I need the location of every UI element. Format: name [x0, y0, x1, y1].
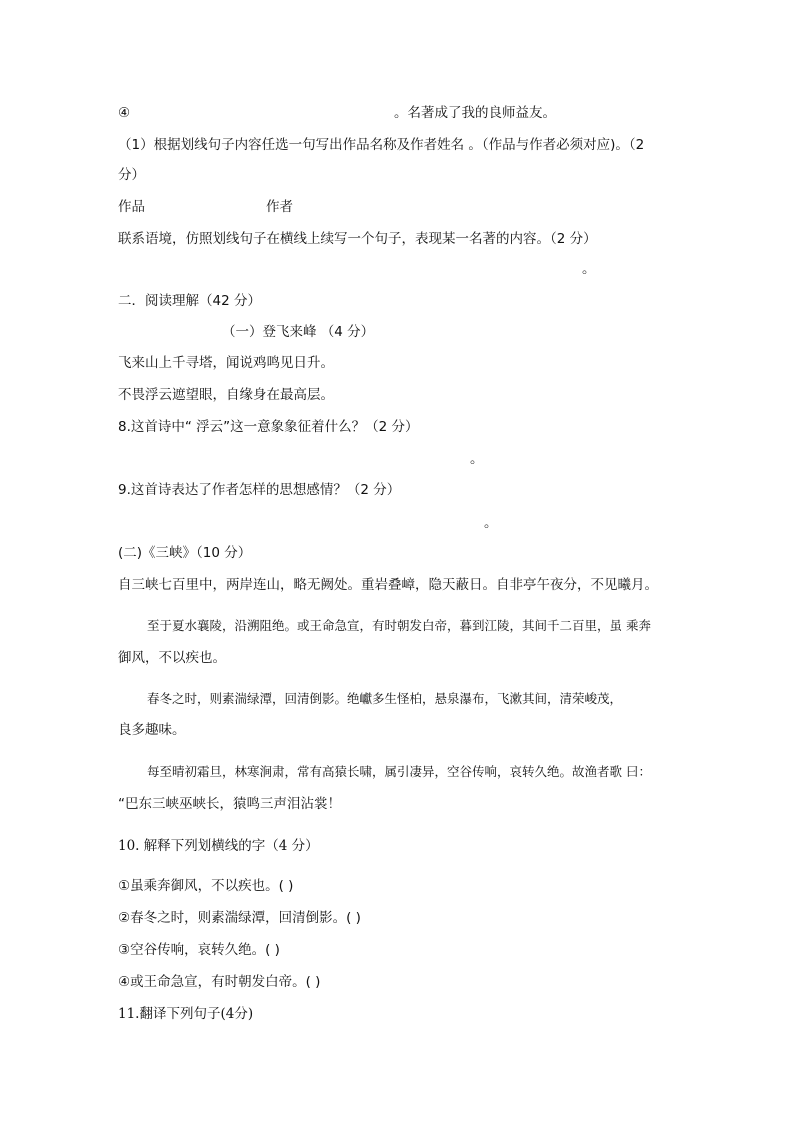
q10-item-3: ③空谷传响，哀转久绝。( ) [118, 942, 280, 958]
passage-paragraph-4: 每至晴初霜旦，林寒涧肃，常有高猿长啸，属引凄异，空谷传响，哀转久绝。故渔者歌 曰： [147, 764, 651, 779]
question-8-end: 。 [470, 451, 484, 467]
work-label: 作品 [118, 199, 145, 215]
passage-paragraph-4-cont: “巴东三峡巫峡长，猿鸣三声泪沾裳！ [118, 796, 341, 812]
passage-paragraph-2-cont: 御风，不以疾也。 [118, 650, 226, 666]
item-4-marker: ④ [118, 105, 131, 121]
q10-item-2: ②春冬之时，则素湍绿潭，回清倒影。( ) [118, 910, 361, 926]
question-10: 10. 解释下列划横线的字（4 分） [118, 838, 319, 854]
passage-paragraph-3: 春冬之时，则素湍绿潭，回清倒影。绝巘多生怪柏，悬泉瀑布，飞漱其间，清荣峻茂， [147, 691, 623, 706]
question-9-end: 。 [484, 515, 498, 531]
question-2-text: 联系语境，仿照划线句子在横线上续写一个句子，表现某一名著的内容。（2 分） [118, 231, 597, 247]
question-8: 8.这首诗中“ 浮云”这一意象象征着什么？（2 分） [118, 419, 419, 435]
section-heading: 二．阅读理解（42 分） [118, 293, 261, 309]
poem-line-2: 不畏浮云遮望眼，自缘身在最高层。 [118, 387, 334, 403]
author-label: 作者 [266, 199, 293, 215]
question-9: 9.这首诗表达了作者怎样的思想感情？（2 分） [118, 482, 401, 498]
question-11: 11.翻译下列句子(4分) [118, 1006, 254, 1022]
poem-title: （一）登飞来峰 （4 分） [222, 324, 375, 340]
q10-item-4: ④或王命急宣，有时朝发白帝。( ) [118, 974, 321, 990]
q10-item-1: ①虽乘奔御风，不以疾也。( ) [118, 878, 294, 894]
passage-paragraph-2: 至于夏水襄陵，沿溯阻绝。或王命急宣，有时朝发白帝，暮到江陵，其间千二百里，虽 乘奔 [147, 618, 651, 633]
item-4-tail: 。名著成了我的良师益友。 [394, 105, 556, 121]
passage-paragraph-1: 自三峡七百里中，两岸连山，略无阙处。重岩叠嶂，隐天蔽日。自非亭午夜分，不见曦月。 [118, 577, 658, 593]
passage-paragraph-3-cont: 良多趣味。 [118, 722, 186, 738]
poem-line-1: 飞来山上千寻塔，闻说鸡鸣见日升。 [118, 355, 334, 371]
sanxia-title: (二)《三峡》（10 分） [118, 545, 252, 561]
question-2-end: 。 [582, 261, 596, 277]
question-1-text-cont: 分） [118, 167, 145, 183]
question-1-text: （1）根据划线句子内容任选一句写出作品名称及作者姓名 。（作品与作者必须对应)。（2 [118, 137, 645, 153]
